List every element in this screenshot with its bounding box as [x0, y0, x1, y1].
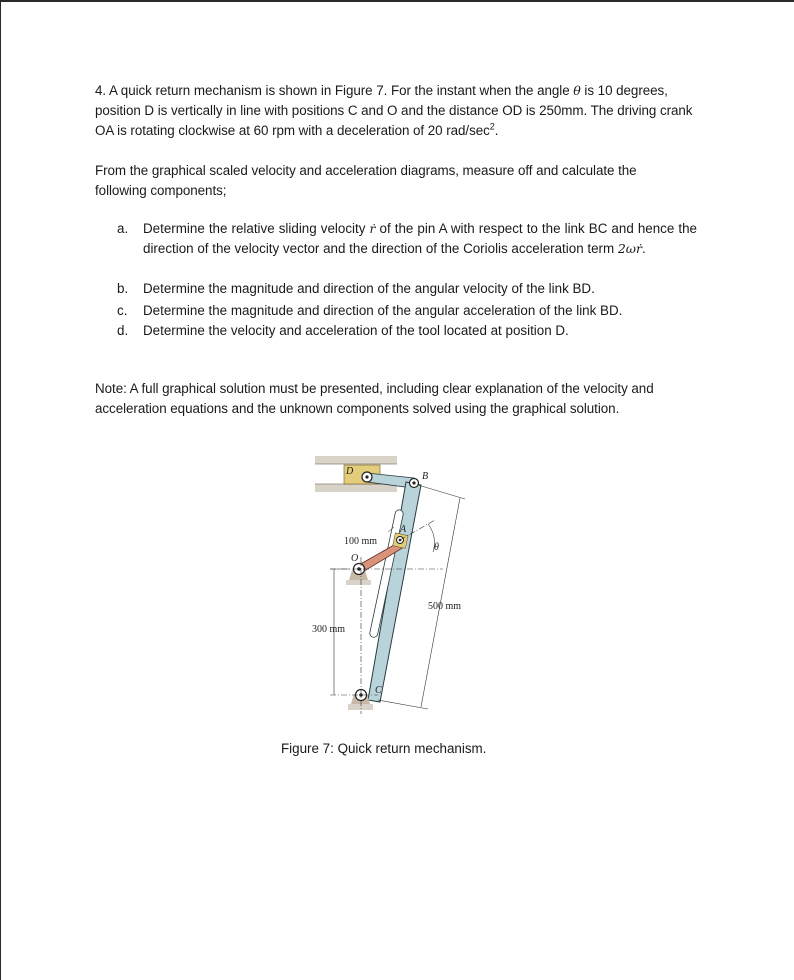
list-item-d: d. Determine the velocity and acceleration of the tool located at position D.	[117, 321, 697, 341]
coriolis-symbol: 2ωṙ	[617, 241, 642, 256]
label-o: O	[351, 553, 359, 564]
slotted-link-bc	[368, 482, 421, 702]
label-500mm: 500 mm	[428, 601, 462, 612]
list-marker: c.	[117, 303, 128, 318]
list-marker: d.	[117, 323, 129, 338]
label-a: A	[400, 524, 407, 535]
label-b: B	[422, 471, 429, 482]
figure-caption: Figure 7: Quick return mechanism.	[281, 741, 487, 756]
question-lead: From the graphical scaled velocity and acceleration diagrams, measure off and calculate the following components;	[95, 163, 637, 198]
window-top-border	[0, 0, 794, 2]
question-items	[117, 219, 697, 341]
list-item-c: c. Determine the magnitude and direction of the angular acceleration of the link BD.	[117, 301, 697, 321]
list-marker: a.	[117, 221, 129, 236]
label-d: D	[346, 466, 354, 477]
mechanism-figure	[310, 452, 485, 722]
label-300mm: 300 mm	[312, 624, 346, 635]
question-intro: 4. A quick return mechanism is shown in Figure 7. For the instant when the angle θ is 10 degrees, position D is vertically in line with positions C and O and the distance OD is 250mm. The driving crank OA is rotating clockwise at 60 rpm with a deceleration of 20 rad/$\sec^2$.	[95, 83, 693, 138]
list-item-a: a. Determine the relative sliding velocity ṙ of the pin A with respect to the link BC and hence the direction of the velocity vector and the direction of the Coriolis acceleration term 2ωṙ.	[117, 221, 697, 256]
label-100mm: 100 mm	[344, 536, 378, 547]
theta-symbol: θ	[573, 83, 581, 98]
list-item-b: b. Determine the magnitude and direction of the angular velocity of the link BD.	[117, 279, 697, 300]
window-left-border	[0, 0, 1, 980]
label-c: C	[375, 685, 382, 696]
label-theta: θ	[434, 542, 439, 553]
r-dot-symbol: ṙ	[369, 221, 376, 236]
list-marker: b.	[117, 281, 129, 296]
note-paragraph: Note: A full graphical solution must be presented, including clear explanation of the velocity and acceleration equations and the unknown components solved using the graphical solution.	[95, 381, 654, 416]
